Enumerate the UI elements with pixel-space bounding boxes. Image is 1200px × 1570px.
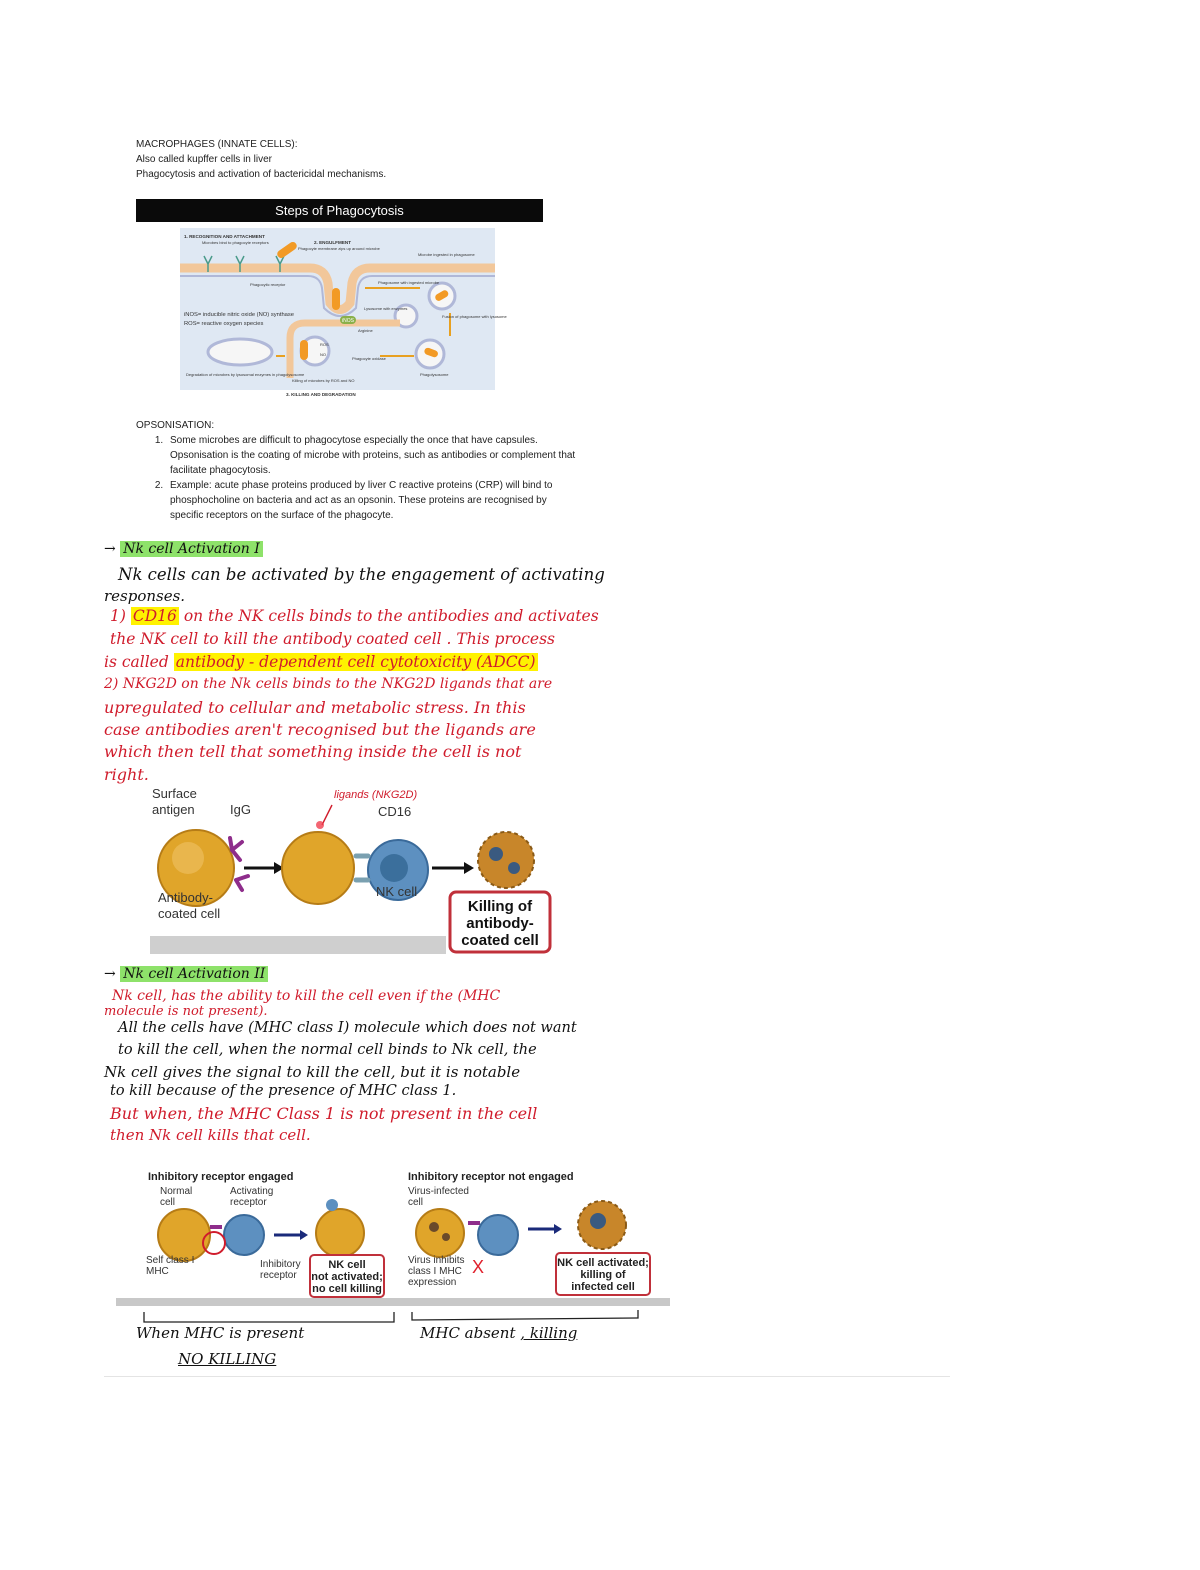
- killing-box-line-2: antibody-: [466, 915, 534, 932]
- inos-text: iNOS: [342, 318, 354, 324]
- label-virus-inhibits-1: Virus inhibits: [408, 1255, 465, 1266]
- activated-line-2: killing of: [580, 1269, 626, 1281]
- macrophages-line-kupffer: Also called kupffer cells in liver: [136, 154, 272, 165]
- opsonisation-item-1: 1. Some microbes are difficult to phagocytose especially the once that have capsules. Opsonisation is the coating of microbe with proteins, such as antibodies or complement that facilitate phagocytosis.: [166, 433, 576, 478]
- mhc-diagram: [114, 1165, 674, 1310]
- macrophages-section: [136, 137, 596, 182]
- opsonisation-item-2: 2. Example: acute phase proteins produced by liver C reactive proteins (CRP) will bind to phosphocholine on bacteria and act as an opsonin. These proteins are recognised by specific receptors on the surface of the phagocyte.: [166, 478, 576, 523]
- virus-infected-cell-icon: [416, 1209, 464, 1257]
- nk1-called: is called: [104, 653, 169, 671]
- nk2-black-line-4: to kill because of the presence of MHC class 1.: [110, 1083, 457, 1099]
- label-no: NO: [320, 352, 326, 357]
- label-microbes-bind: Microbes bind to phagocyte receptors: [202, 240, 269, 245]
- phagocytosis-banner: Steps of Phagocytosis: [136, 199, 543, 222]
- target-cell-icon: [282, 832, 354, 904]
- label-degradation: Degradation of microbes by lysosomal enzymes in phagolysosome: [186, 372, 305, 377]
- macrophages-title: MACROPHAGES (INNATE CELLS):: [136, 139, 298, 150]
- not-activated-line-3: no cell killing: [312, 1283, 382, 1295]
- note-no-killing: NO KILLING: [178, 1350, 277, 1368]
- activated-line-1: NK cell activated;: [557, 1257, 649, 1269]
- nk1-p2-line-4: which then tell that something inside the cell is not: [104, 742, 522, 761]
- nk1-cd16: CD16: [132, 607, 177, 625]
- nk1-arrow: →: [104, 541, 116, 557]
- nk2-red-line-3: But when, the MHC Class 1 is not present in the cell: [110, 1104, 538, 1123]
- nk1-p2-line-5: right.: [104, 765, 149, 784]
- adcc-diagram: [146, 780, 566, 960]
- nk2-black-line-2: to kill the cell, when the normal cell binds to Nk cell, the: [118, 1042, 537, 1058]
- label-activating-1: Activating: [230, 1186, 274, 1197]
- label-antibody-coated-1: Antibody-: [158, 890, 213, 905]
- nk2-heading-row: [104, 966, 268, 982]
- nk1-p1-number: 1): [110, 607, 126, 625]
- nk1-p2-line-2: upregulated to cellular and metabolic stress. In this: [104, 698, 526, 717]
- label-recognition: 1. RECOGNITION AND ATTACHMENT: [184, 234, 265, 239]
- label-ligands: ligands (NKG2D): [334, 789, 418, 801]
- ligand-dot-icon: [316, 821, 324, 829]
- cd16-receptor-icons: [356, 856, 368, 880]
- label-killing: Killing of microbes by ROS and NO: [292, 378, 355, 383]
- label-lysosome: Lysosome with enzymes: [364, 306, 408, 311]
- engulfed-microbe-icon: [332, 288, 340, 310]
- note-mhc-present: When MHC is present: [136, 1324, 305, 1342]
- killing-box-line-3: coated cell: [461, 932, 539, 949]
- label-inhibitory-1: Inhibitory: [260, 1259, 301, 1270]
- nk1-heading: Nk cell Activation I: [120, 541, 263, 557]
- label-arginine: Arginine: [358, 328, 373, 333]
- label-ros: ROS: [320, 342, 329, 347]
- normal-cell-icon: [158, 1209, 210, 1261]
- label-self-mhc-2: MHC: [146, 1266, 169, 1277]
- label-surface-antigen-1: Surface: [152, 786, 197, 801]
- label-activating-2: receptor: [230, 1197, 267, 1208]
- ligands-pointer: [322, 805, 332, 825]
- nk2-black-line-1: All the cells have (MHC class I) molecule which does not want: [118, 1020, 577, 1036]
- nk1-adcc: antibody - dependent cell cytotoxicity (ADCC): [175, 653, 536, 671]
- mhc-figure-floor: [116, 1298, 670, 1306]
- killing-box-line-1: Killing of: [467, 898, 533, 915]
- label-killing-degradation: 3. KILLING AND DEGRADATION: [286, 392, 356, 397]
- label-membrane-zips: Phagocyte membrane zips up around microbe: [298, 246, 380, 251]
- note-mhc-absent: MHC absent: [420, 1324, 516, 1342]
- x-mark-icon: X: [472, 1257, 485, 1277]
- nk1-heading-row: [104, 541, 263, 557]
- label-nk-cell: NK cell: [376, 884, 418, 899]
- not-activated-line-2: not activated;: [311, 1271, 383, 1283]
- right-title: Inhibitory receptor not engaged: [408, 1171, 574, 1183]
- label-self-mhc-1: Self class I: [146, 1255, 195, 1266]
- note-killing: , killing: [520, 1324, 578, 1342]
- nk1-p1-line-2: the NK cell to kill the antibody coated cell . This process: [110, 630, 555, 648]
- label-phagolysosome: Phagolysosome: [420, 372, 449, 377]
- label-virus-inhibits-3: expression: [408, 1277, 457, 1288]
- label-phagocyte-oxidase: Phagocyte oxidase: [352, 356, 386, 361]
- not-activated-line-1: NK cell: [328, 1259, 366, 1271]
- nk1-p1-line-1: [110, 607, 599, 625]
- page-divider: [104, 1376, 950, 1377]
- label-virus-cell-1: Virus-infected: [408, 1186, 469, 1197]
- phagocytosis-diagram: [180, 228, 507, 400]
- nk2-black-line-3: Nk cell gives the signal to kill the cell, but it is notable: [104, 1063, 521, 1081]
- left-title: Inhibitory receptor engaged: [148, 1171, 294, 1183]
- nk2-red-line-2: molecule is not present).: [104, 1004, 268, 1019]
- nk1-p2-line-1: 2) NKG2D on the Nk cells binds to the NKG2D ligands that are: [104, 676, 553, 692]
- right-bracket: [412, 1310, 638, 1320]
- nk2-red-line-1: Nk cell, has the ability to kill the cell even if the (MHC: [112, 988, 501, 1004]
- label-phagosome-ingested: Phagosome with ingested microbe: [378, 280, 440, 285]
- activated-line-3: infected cell: [571, 1281, 635, 1293]
- label-phagocyte-receptor: Phagocytic receptor: [250, 282, 286, 287]
- label-engulfment: 2. ENGULFMENT: [314, 240, 352, 245]
- label-normal-cell-1: Normal: [160, 1186, 193, 1197]
- macrophages-line-phagocytosis: Phagocytosis and activation of bactericidal mechanisms.: [136, 169, 387, 180]
- figure-floor: [150, 936, 446, 954]
- killed-microbe-icon: [300, 340, 308, 360]
- label-cd16: CD16: [378, 804, 412, 819]
- nk1-p1-line-3: [104, 653, 538, 671]
- label-virus-cell-2: cell: [408, 1197, 424, 1208]
- opsonisation-title: OPSONISATION:: [136, 420, 215, 431]
- nk1-line-2: responses.: [104, 587, 186, 605]
- nk1-p2-line-3: case antibodies aren't recognised but the ligands are: [104, 720, 536, 739]
- degradation-vacuole-icon: [208, 339, 272, 365]
- label-inhibitory-2: receptor: [260, 1270, 297, 1281]
- killed-cell-icon: [478, 832, 534, 888]
- label-normal-cell-2: cell: [160, 1197, 176, 1208]
- label-igg: IgG: [230, 802, 251, 817]
- label-ros-definition: ROS= reactive oxygen species: [184, 321, 264, 327]
- nk-cell-left-icon: [224, 1215, 264, 1255]
- opsonisation-list: [136, 433, 576, 523]
- label-microbe-ingested: Microbe ingested in phagosome: [418, 252, 475, 257]
- nk1-line-1: Nk cells can be activated by the engagement of activating: [118, 565, 605, 584]
- opsonisation-section: [136, 418, 576, 523]
- label-virus-inhibits-2: class I MHC: [408, 1266, 462, 1277]
- nk2-heading: Nk cell Activation II: [120, 966, 268, 982]
- note-mhc-absent-row: [420, 1324, 577, 1342]
- normal-cell-after-icon: [316, 1209, 364, 1257]
- nk-cell-right-icon: [478, 1215, 518, 1255]
- label-inos-definition: iNOS= inducible nitric oxide (NO) synthase: [184, 312, 295, 318]
- label-fusion: Fusion of phagosome with lysosome: [442, 314, 507, 319]
- nk2-arrow: →: [104, 966, 116, 982]
- label-antibody-coated-2: coated cell: [158, 906, 221, 921]
- left-bracket: [144, 1312, 394, 1322]
- label-surface-antigen-2: antigen: [152, 802, 195, 817]
- nk1-p1-text: on the NK cells binds to the antibodies and activates: [183, 607, 599, 625]
- nk2-red-line-4: then Nk cell kills that cell.: [110, 1126, 311, 1144]
